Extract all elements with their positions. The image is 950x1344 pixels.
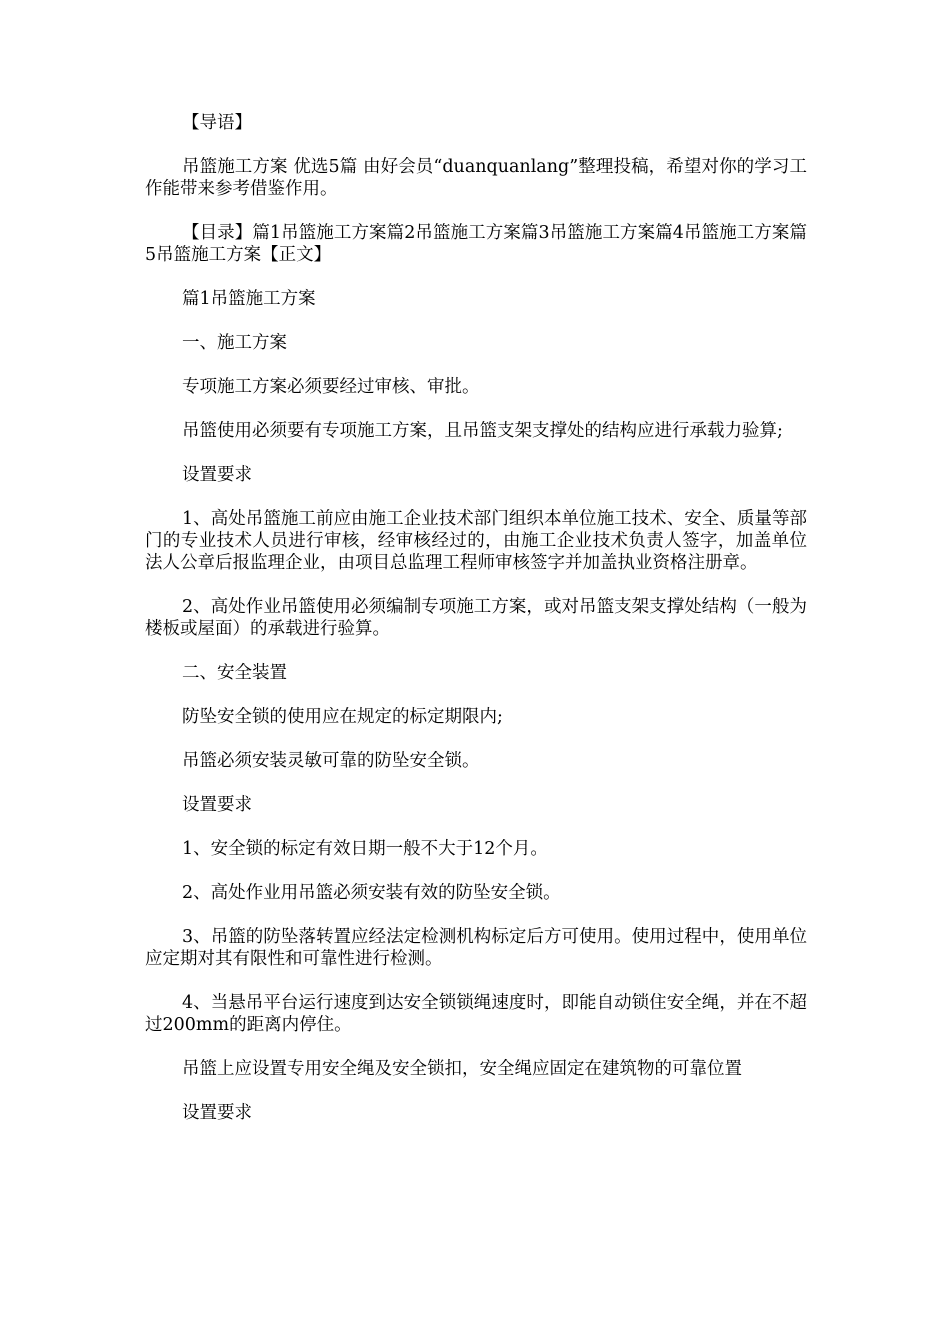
subsection-heading: 二、安全装置	[182, 663, 287, 683]
list-item: 2、高处作业用吊篮必须安装有效的防坠安全锁。	[182, 883, 561, 903]
body-paragraph: 专项施工方案必须要经过审核、审批。	[182, 377, 480, 397]
body-paragraph: 吊篮上应设置专用安全绳及安全锁扣，安全绳应固定在建筑物的可靠位置	[182, 1059, 742, 1079]
body-paragraph: 吊篮必须安装灵敏可靠的防坠安全锁。	[182, 751, 480, 771]
list-item: 4、当悬吊平台运行速度到达安全锁锁绳速度时，即能自动锁住安全绳，并在不超过200mm的距离内停住。	[145, 993, 807, 1035]
list-item: 2、高处作业吊篮使用必须编制专项施工方案，或对吊篮支架支撑处结构（一般为楼板或屋面）的承载进行验算。	[145, 597, 807, 639]
table-of-contents: 【目录】篇1吊篮施工方案篇2吊篮施工方案篇3吊篮施工方案篇4吊篮施工方案篇5吊篮施工方案【正文】	[145, 223, 807, 265]
body-paragraph: 防坠安全锁的使用应在规定的标定期限内;	[182, 707, 503, 727]
intro-heading: 【导语】	[182, 113, 252, 133]
subsection-heading: 一、施工方案	[182, 333, 287, 353]
intro-paragraph: 吊篮施工方案 优选5篇 由好会员“duanquanlang”整理投稿，希望对你的学习工作能带来参考借鉴作用。	[145, 157, 807, 199]
list-item: 3、吊篮的防坠落转置应经法定检测机构标定后方可使用。使用过程中，使用单位应定期对其有限性和可靠性进行检测。	[145, 927, 807, 969]
list-item: 1、高处吊篮施工前应由施工企业技术部门组织本单位施工技术、安全、质量等部门的专业技术人员进行审核，经审核经过的，由施工企业技术负责人签字，加盖单位法人公章后报监理企业，由项目总监理工程师审核签字并加盖执业资格注册章。	[145, 509, 807, 573]
document-body	[145, 112, 807, 1146]
list-item: 1、安全锁的标定有效日期一般不大于12个月。	[182, 839, 548, 859]
requirements-heading: 设置要求	[182, 1103, 252, 1123]
body-paragraph: 吊篮使用必须要有专项施工方案，且吊篮支架支撑处的结构应进行承载力验算;	[182, 421, 783, 441]
requirements-heading: 设置要求	[182, 795, 252, 815]
section-title: 篇1吊篮施工方案	[182, 289, 316, 309]
requirements-heading: 设置要求	[182, 465, 252, 485]
